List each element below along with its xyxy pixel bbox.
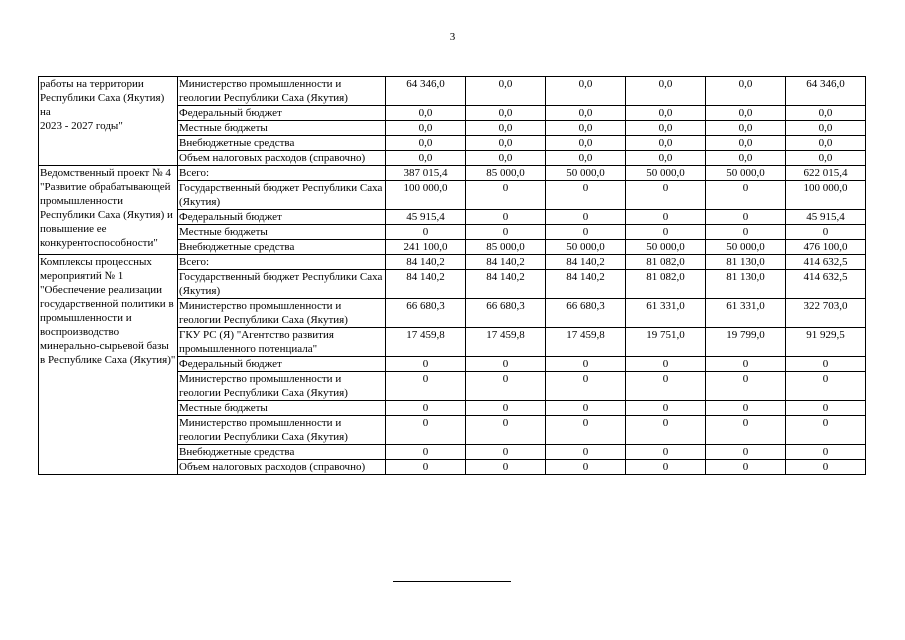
year-value-cell: 0,0 [546,106,626,121]
year-value-cell: 0 [706,401,786,416]
year-value-cell: 0 [546,372,626,401]
year-value-cell: 0 [466,460,546,475]
year-value-cell: 17 459,8 [546,328,626,357]
funding-source-cell: Внебюджетные средства [178,445,386,460]
year-value-cell: 0,0 [626,121,706,136]
year-value-cell: 81 082,0 [626,255,706,270]
year-value-cell: 61 331,0 [626,299,706,328]
year-value-cell: 0 [386,401,466,416]
funding-source-cell: Министерство промышленности и геологии Республики Саха (Якутия) [178,372,386,401]
year-value-cell: 0,0 [466,77,546,106]
year-value-cell: 66 680,3 [466,299,546,328]
year-value-cell: 0 [466,181,546,210]
year-value-cell: 0 [706,416,786,445]
year-value-cell: 0,0 [386,136,466,151]
year-value-cell: 50 000,0 [626,166,706,181]
year-value-cell: 0,0 [466,151,546,166]
year-value-cell: 50 000,0 [546,166,626,181]
year-value-cell: 0,0 [546,151,626,166]
funding-source-cell: Объем налоговых расходов (справочно) [178,460,386,475]
year-value-cell: 0 [546,401,626,416]
year-value-cell: 0,0 [706,151,786,166]
year-value-cell: 0 [466,357,546,372]
year-value-cell: 0 [706,460,786,475]
year-value-cell: 0,0 [386,151,466,166]
year-value-cell: 50 000,0 [626,240,706,255]
total-value-cell: 100 000,0 [786,181,866,210]
year-value-cell: 0 [626,181,706,210]
total-value-cell: 0 [786,225,866,240]
year-value-cell: 19 799,0 [706,328,786,357]
year-value-cell: 0 [706,445,786,460]
year-value-cell: 81 130,0 [706,270,786,299]
funding-source-cell: Объем налоговых расходов (справочно) [178,151,386,166]
funding-source-cell: Федеральный бюджет [178,357,386,372]
total-value-cell: 0,0 [786,151,866,166]
year-value-cell: 84 140,2 [546,255,626,270]
total-value-cell: 0 [786,445,866,460]
year-value-cell: 64 346,0 [386,77,466,106]
funding-source-cell: Государственный бюджет Республики Саха (Якутия) [178,270,386,299]
funding-source-cell: Внебюджетные средства [178,240,386,255]
budget-table [38,76,866,475]
year-value-cell: 84 140,2 [386,270,466,299]
total-value-cell: 0 [786,416,866,445]
year-value-cell: 0,0 [706,77,786,106]
total-value-cell: 0,0 [786,121,866,136]
table-row [39,166,866,181]
year-value-cell: 66 680,3 [546,299,626,328]
table-body [39,77,866,475]
year-value-cell: 0 [706,210,786,225]
year-value-cell: 0 [626,372,706,401]
total-value-cell: 91 929,5 [786,328,866,357]
year-value-cell: 0 [626,460,706,475]
total-value-cell: 64 346,0 [786,77,866,106]
year-value-cell: 0 [546,416,626,445]
year-value-cell: 387 015,4 [386,166,466,181]
year-value-cell: 0 [546,357,626,372]
year-value-cell: 0 [706,372,786,401]
year-value-cell: 0 [546,445,626,460]
year-value-cell: 19 751,0 [626,328,706,357]
year-value-cell: 17 459,8 [466,328,546,357]
year-value-cell: 84 140,2 [466,255,546,270]
year-value-cell: 0,0 [546,121,626,136]
table-row [39,77,866,106]
year-value-cell: 0 [626,416,706,445]
year-value-cell: 0 [626,357,706,372]
funding-source-cell: Министерство промышленности и геологии Республики Саха (Якутия) [178,299,386,328]
total-value-cell: 0,0 [786,136,866,151]
year-value-cell: 0,0 [386,106,466,121]
total-value-cell: 0,0 [786,106,866,121]
funding-source-cell: Всего: [178,166,386,181]
program-name-cell: работы на территории Республики Саха (Якутия) на 2023 - 2027 годы" [39,77,178,166]
year-value-cell: 84 140,2 [466,270,546,299]
year-value-cell: 0 [386,225,466,240]
total-value-cell: 414 632,5 [786,270,866,299]
year-value-cell: 0 [626,210,706,225]
total-value-cell: 0 [786,460,866,475]
year-value-cell: 0 [386,357,466,372]
total-value-cell: 0 [786,372,866,401]
funding-source-cell: Всего: [178,255,386,270]
footnote-separator [393,581,511,582]
year-value-cell: 66 680,3 [386,299,466,328]
year-value-cell: 85 000,0 [466,240,546,255]
page-number: 3 [449,31,456,43]
year-value-cell: 61 331,0 [706,299,786,328]
year-value-cell: 0 [386,372,466,401]
year-value-cell: 0,0 [546,136,626,151]
year-value-cell: 81 082,0 [626,270,706,299]
year-value-cell: 0 [386,460,466,475]
year-value-cell: 0 [546,210,626,225]
program-name-cell: Комплексы процессных мероприятий № 1 "Обеспечение реализации государственной политики в промышленности и воспроизводство минерально-сырьевой базы в Республике Саха (Якутия)" [39,255,178,475]
funding-source-cell: Внебюджетные средства [178,136,386,151]
funding-source-cell: Министерство промышленности и геологии Республики Саха (Якутия) [178,416,386,445]
year-value-cell: 0,0 [466,136,546,151]
year-value-cell: 0,0 [386,121,466,136]
year-value-cell: 0,0 [546,77,626,106]
year-value-cell: 81 130,0 [706,255,786,270]
funding-source-cell: Местные бюджеты [178,121,386,136]
total-value-cell: 414 632,5 [786,255,866,270]
year-value-cell: 0 [706,181,786,210]
year-value-cell: 0,0 [626,151,706,166]
year-value-cell: 0 [466,225,546,240]
year-value-cell: 0 [706,225,786,240]
total-value-cell: 45 915,4 [786,210,866,225]
funding-source-cell: Местные бюджеты [178,401,386,416]
table-row [39,255,866,270]
year-value-cell: 0 [386,416,466,445]
total-value-cell: 0 [786,401,866,416]
year-value-cell: 0 [706,357,786,372]
year-value-cell: 0 [466,445,546,460]
year-value-cell: 45 915,4 [386,210,466,225]
total-value-cell: 476 100,0 [786,240,866,255]
year-value-cell: 0 [466,401,546,416]
year-value-cell: 0 [546,460,626,475]
year-value-cell: 0 [626,445,706,460]
year-value-cell: 0,0 [626,77,706,106]
funding-source-cell: Министерство промышленности и геологии Республики Саха (Якутия) [178,77,386,106]
year-value-cell: 50 000,0 [706,166,786,181]
year-value-cell: 50 000,0 [546,240,626,255]
year-value-cell: 84 140,2 [386,255,466,270]
year-value-cell: 0,0 [626,136,706,151]
year-value-cell: 50 000,0 [706,240,786,255]
year-value-cell: 0 [546,225,626,240]
year-value-cell: 0,0 [626,106,706,121]
year-value-cell: 0,0 [706,136,786,151]
funding-source-cell: ГКУ РС (Я) "Агентство развития промышленного потенциала" [178,328,386,357]
total-value-cell: 0 [786,357,866,372]
year-value-cell: 241 100,0 [386,240,466,255]
funding-source-cell: Федеральный бюджет [178,210,386,225]
year-value-cell: 0 [626,401,706,416]
year-value-cell: 0,0 [706,106,786,121]
year-value-cell: 17 459,8 [386,328,466,357]
total-value-cell: 322 703,0 [786,299,866,328]
program-name-cell: Ведомственный проект № 4 "Развитие обрабатывающей промышленности Республики Саха (Якутия) и повышение ее конкурентоспособности" [39,166,178,255]
year-value-cell: 0,0 [466,121,546,136]
year-value-cell: 0 [466,372,546,401]
funding-source-cell: Федеральный бюджет [178,106,386,121]
year-value-cell: 85 000,0 [466,166,546,181]
year-value-cell: 0 [466,210,546,225]
year-value-cell: 0,0 [466,106,546,121]
year-value-cell: 0 [386,445,466,460]
year-value-cell: 0,0 [706,121,786,136]
year-value-cell: 100 000,0 [386,181,466,210]
year-value-cell: 0 [466,416,546,445]
year-value-cell: 0 [546,181,626,210]
year-value-cell: 0 [626,225,706,240]
total-value-cell: 622 015,4 [786,166,866,181]
funding-source-cell: Местные бюджеты [178,225,386,240]
year-value-cell: 84 140,2 [546,270,626,299]
funding-source-cell: Государственный бюджет Республики Саха (Якутия) [178,181,386,210]
